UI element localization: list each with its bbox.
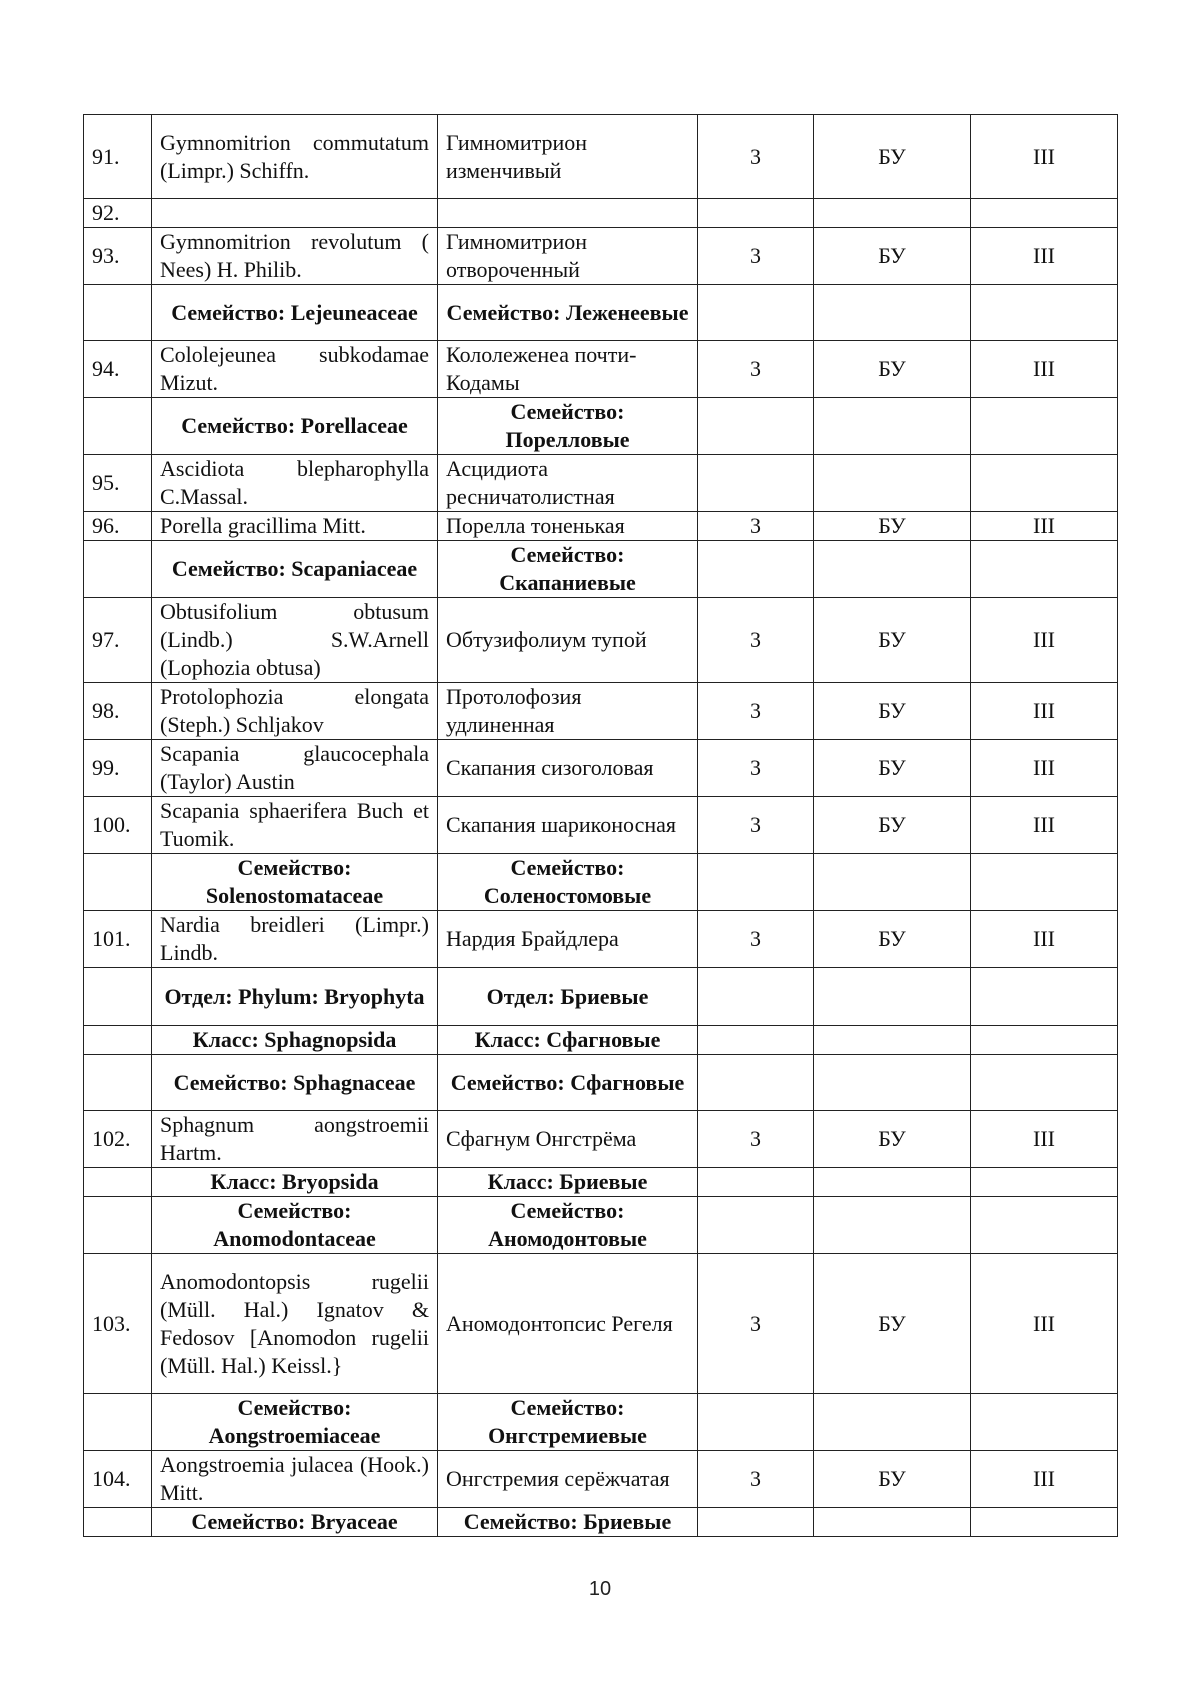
category-cell — [698, 1026, 814, 1055]
status-value: БУ — [814, 228, 971, 285]
status-cell — [814, 398, 971, 455]
species-table-body — [84, 115, 1118, 1537]
category-value: 3 — [698, 683, 814, 740]
status-value: БУ — [814, 512, 971, 541]
group-value: III — [971, 740, 1118, 797]
category-value: 3 — [698, 115, 814, 199]
group-value: III — [971, 1111, 1118, 1168]
table-row — [84, 512, 1118, 541]
status-value: БУ — [814, 797, 971, 854]
russian-heading: Семейство: Аномодонтовые — [438, 1197, 698, 1254]
category-cell — [698, 854, 814, 911]
row-number: 94. — [84, 341, 152, 398]
status-value: БУ — [814, 911, 971, 968]
status-cell — [814, 1168, 971, 1197]
category-value: 3 — [698, 341, 814, 398]
russian-name: Порелла тоненькая — [438, 512, 698, 541]
latin-name: Nardia breidleri (Limpr.) Lindb. — [152, 911, 438, 968]
latin-heading: Класс: Sphagnopsida — [152, 1026, 438, 1055]
category-cell — [698, 285, 814, 341]
russian-name: Обтузифолиум тупой — [438, 598, 698, 683]
page-number: 10 — [588, 1578, 612, 1600]
category-cell — [698, 1197, 814, 1254]
row-number-cell — [84, 968, 152, 1026]
latin-heading: Семейство: Porellaceae — [152, 398, 438, 455]
row-number-cell — [84, 854, 152, 911]
group-cell — [971, 854, 1118, 911]
russian-heading: Отдел: Бриевые — [438, 968, 698, 1026]
section-heading-row — [84, 1394, 1118, 1451]
category-value: 3 — [698, 1111, 814, 1168]
row-number: 101. — [84, 911, 152, 968]
category-cell — [698, 541, 814, 598]
group-value: III — [971, 911, 1118, 968]
status-cell — [814, 854, 971, 911]
group-cell — [971, 541, 1118, 598]
section-heading-row — [84, 1168, 1118, 1197]
russian-name: Онгстремия серёжчатая — [438, 1451, 698, 1508]
group-cell — [971, 1168, 1118, 1197]
russian-heading: Семейство: Сфагновые — [438, 1055, 698, 1111]
status-value: БУ — [814, 1254, 971, 1394]
group-value: III — [971, 683, 1118, 740]
status-cell — [814, 1508, 971, 1537]
row-number-cell — [84, 398, 152, 455]
table-row — [84, 455, 1118, 512]
section-heading-row — [84, 285, 1118, 341]
status-cell — [814, 1026, 971, 1055]
latin-heading: Семейство: Solenostomataceae — [152, 854, 438, 911]
latin-name: Anomodontopsis rugelii (Müll. Hal.) Ignatov & Fedosov [Anomodon rugelii (Müll. Hal.) Keissl.} — [152, 1254, 438, 1394]
russian-heading: Семейство: Онгстремиевые — [438, 1394, 698, 1451]
row-number: 99. — [84, 740, 152, 797]
group-cell — [971, 285, 1118, 341]
group-value: III — [971, 797, 1118, 854]
category-value: 3 — [698, 1254, 814, 1394]
russian-name: Скапания сизоголовая — [438, 740, 698, 797]
russian-name: Сфагнум Онгстрёма — [438, 1111, 698, 1168]
table-row — [84, 199, 1118, 228]
latin-heading: Семейство: Lejeuneaceae — [152, 285, 438, 341]
russian-name: Гимномитрион изменчивый — [438, 115, 698, 199]
latin-name: Sphagnum aongstroemii Hartm. — [152, 1111, 438, 1168]
latin-name: Protolophozia elongata (Steph.) Schljakov — [152, 683, 438, 740]
group-value: III — [971, 115, 1118, 199]
category-value: 3 — [698, 797, 814, 854]
species-table — [83, 114, 1118, 1537]
section-heading-row — [84, 968, 1118, 1026]
status-value — [814, 455, 971, 512]
status-value: БУ — [814, 1451, 971, 1508]
latin-name: Scapania sphaerifera Buch et Tuomik. — [152, 797, 438, 854]
table-row — [84, 740, 1118, 797]
russian-name: Протолофозия удлиненная — [438, 683, 698, 740]
latin-heading: Семейство: Aongstroemiaceae — [152, 1394, 438, 1451]
group-value: III — [971, 341, 1118, 398]
category-cell — [698, 1055, 814, 1111]
category-value: 3 — [698, 512, 814, 541]
row-number-cell — [84, 285, 152, 341]
row-number-cell — [84, 1055, 152, 1111]
group-value — [971, 455, 1118, 512]
latin-name: Ascidiota blepharophylla C.Massal. — [152, 455, 438, 512]
latin-name: Porella gracillima Mitt. — [152, 512, 438, 541]
latin-name: Cololejeunea subkodamae Mizut. — [152, 341, 438, 398]
latin-heading: Отдел: Phylum: Bryophyta — [152, 968, 438, 1026]
group-value — [971, 199, 1118, 228]
row-number: 98. — [84, 683, 152, 740]
row-number-cell — [84, 1508, 152, 1537]
russian-heading: Семейство: Соленостомовые — [438, 854, 698, 911]
section-heading-row — [84, 1197, 1118, 1254]
latin-heading: Семейство: Anomodontaceae — [152, 1197, 438, 1254]
category-value — [698, 199, 814, 228]
group-cell — [971, 1055, 1118, 1111]
latin-heading: Семейство: Bryaceae — [152, 1508, 438, 1537]
latin-name: Obtusifolium obtusum (Lindb.) S.W.Arnell (Lophozia obtusa) — [152, 598, 438, 683]
group-cell — [971, 1394, 1118, 1451]
row-number: 100. — [84, 797, 152, 854]
group-value: III — [971, 1451, 1118, 1508]
russian-name: Гимномитрион отвороченный — [438, 228, 698, 285]
russian-name: Асцидиота ресничатолистная — [438, 455, 698, 512]
category-value: 3 — [698, 1451, 814, 1508]
status-value: БУ — [814, 740, 971, 797]
latin-name: Gymnomitrion commutatum (Limpr.) Schiffn. — [152, 115, 438, 199]
latin-heading: Семейство: Scapaniaceae — [152, 541, 438, 598]
group-value: III — [971, 512, 1118, 541]
group-value: III — [971, 228, 1118, 285]
table-row — [84, 228, 1118, 285]
group-cell — [971, 398, 1118, 455]
row-number: 103. — [84, 1254, 152, 1394]
row-number-cell — [84, 541, 152, 598]
status-value: БУ — [814, 683, 971, 740]
russian-name: Кололеженеа почти-Кодамы — [438, 341, 698, 398]
group-cell — [971, 1508, 1118, 1537]
section-heading-row — [84, 398, 1118, 455]
category-value — [698, 455, 814, 512]
table-row — [84, 1254, 1118, 1394]
group-cell — [971, 1026, 1118, 1055]
category-cell — [698, 1508, 814, 1537]
status-value: БУ — [814, 115, 971, 199]
status-value — [814, 199, 971, 228]
category-cell — [698, 1394, 814, 1451]
latin-name: Gymnomitrion revolutum ( Nees) H. Philib. — [152, 228, 438, 285]
group-cell — [971, 1197, 1118, 1254]
latin-name: Scapania glaucocephala (Taylor) Austin — [152, 740, 438, 797]
table-row — [84, 1451, 1118, 1508]
status-cell — [814, 968, 971, 1026]
russian-heading: Класс: Сфагновые — [438, 1026, 698, 1055]
section-heading-row — [84, 541, 1118, 598]
status-cell — [814, 1197, 971, 1254]
status-value: БУ — [814, 1111, 971, 1168]
group-cell — [971, 968, 1118, 1026]
group-value: III — [971, 1254, 1118, 1394]
category-value: 3 — [698, 740, 814, 797]
section-heading-row — [84, 1055, 1118, 1111]
row-number: 102. — [84, 1111, 152, 1168]
row-number-cell — [84, 1394, 152, 1451]
section-heading-row — [84, 1026, 1118, 1055]
group-value: III — [971, 598, 1118, 683]
latin-heading: Класс: Bryopsida — [152, 1168, 438, 1197]
table-row — [84, 115, 1118, 199]
status-value: БУ — [814, 341, 971, 398]
category-cell — [698, 968, 814, 1026]
section-heading-row — [84, 1508, 1118, 1537]
table-row — [84, 683, 1118, 740]
status-cell — [814, 1055, 971, 1111]
table-row — [84, 1111, 1118, 1168]
row-number: 92. — [84, 199, 152, 228]
row-number: 96. — [84, 512, 152, 541]
table-row — [84, 341, 1118, 398]
row-number: 97. — [84, 598, 152, 683]
russian-name: Аномодонтопсис Регеля — [438, 1254, 698, 1394]
russian-heading: Класс: Бриевые — [438, 1168, 698, 1197]
row-number-cell — [84, 1168, 152, 1197]
row-number: 93. — [84, 228, 152, 285]
table-row — [84, 911, 1118, 968]
russian-name — [438, 199, 698, 228]
status-cell — [814, 541, 971, 598]
category-value: 3 — [698, 228, 814, 285]
row-number: 104. — [84, 1451, 152, 1508]
latin-name: Aongstroemia julacea (Hook.) Mitt. — [152, 1451, 438, 1508]
table-row — [84, 797, 1118, 854]
russian-name: Нардия Брайдлера — [438, 911, 698, 968]
russian-heading: Семейство: Скапаниевые — [438, 541, 698, 598]
latin-heading: Семейство: Sphagnaceae — [152, 1055, 438, 1111]
row-number: 91. — [84, 115, 152, 199]
category-value: 3 — [698, 598, 814, 683]
russian-heading: Семейство: Бриевые — [438, 1508, 698, 1537]
status-cell — [814, 1394, 971, 1451]
category-cell — [698, 1168, 814, 1197]
status-cell — [814, 285, 971, 341]
russian-heading: Семейство: Порелловые — [438, 398, 698, 455]
row-number-cell — [84, 1197, 152, 1254]
russian-heading: Семейство: Леженеевые — [438, 285, 698, 341]
latin-name — [152, 199, 438, 228]
section-heading-row — [84, 854, 1118, 911]
category-cell — [698, 398, 814, 455]
row-number: 95. — [84, 455, 152, 512]
russian-name: Скапания шариконосная — [438, 797, 698, 854]
table-row — [84, 598, 1118, 683]
status-value: БУ — [814, 598, 971, 683]
category-value: 3 — [698, 911, 814, 968]
row-number-cell — [84, 1026, 152, 1055]
